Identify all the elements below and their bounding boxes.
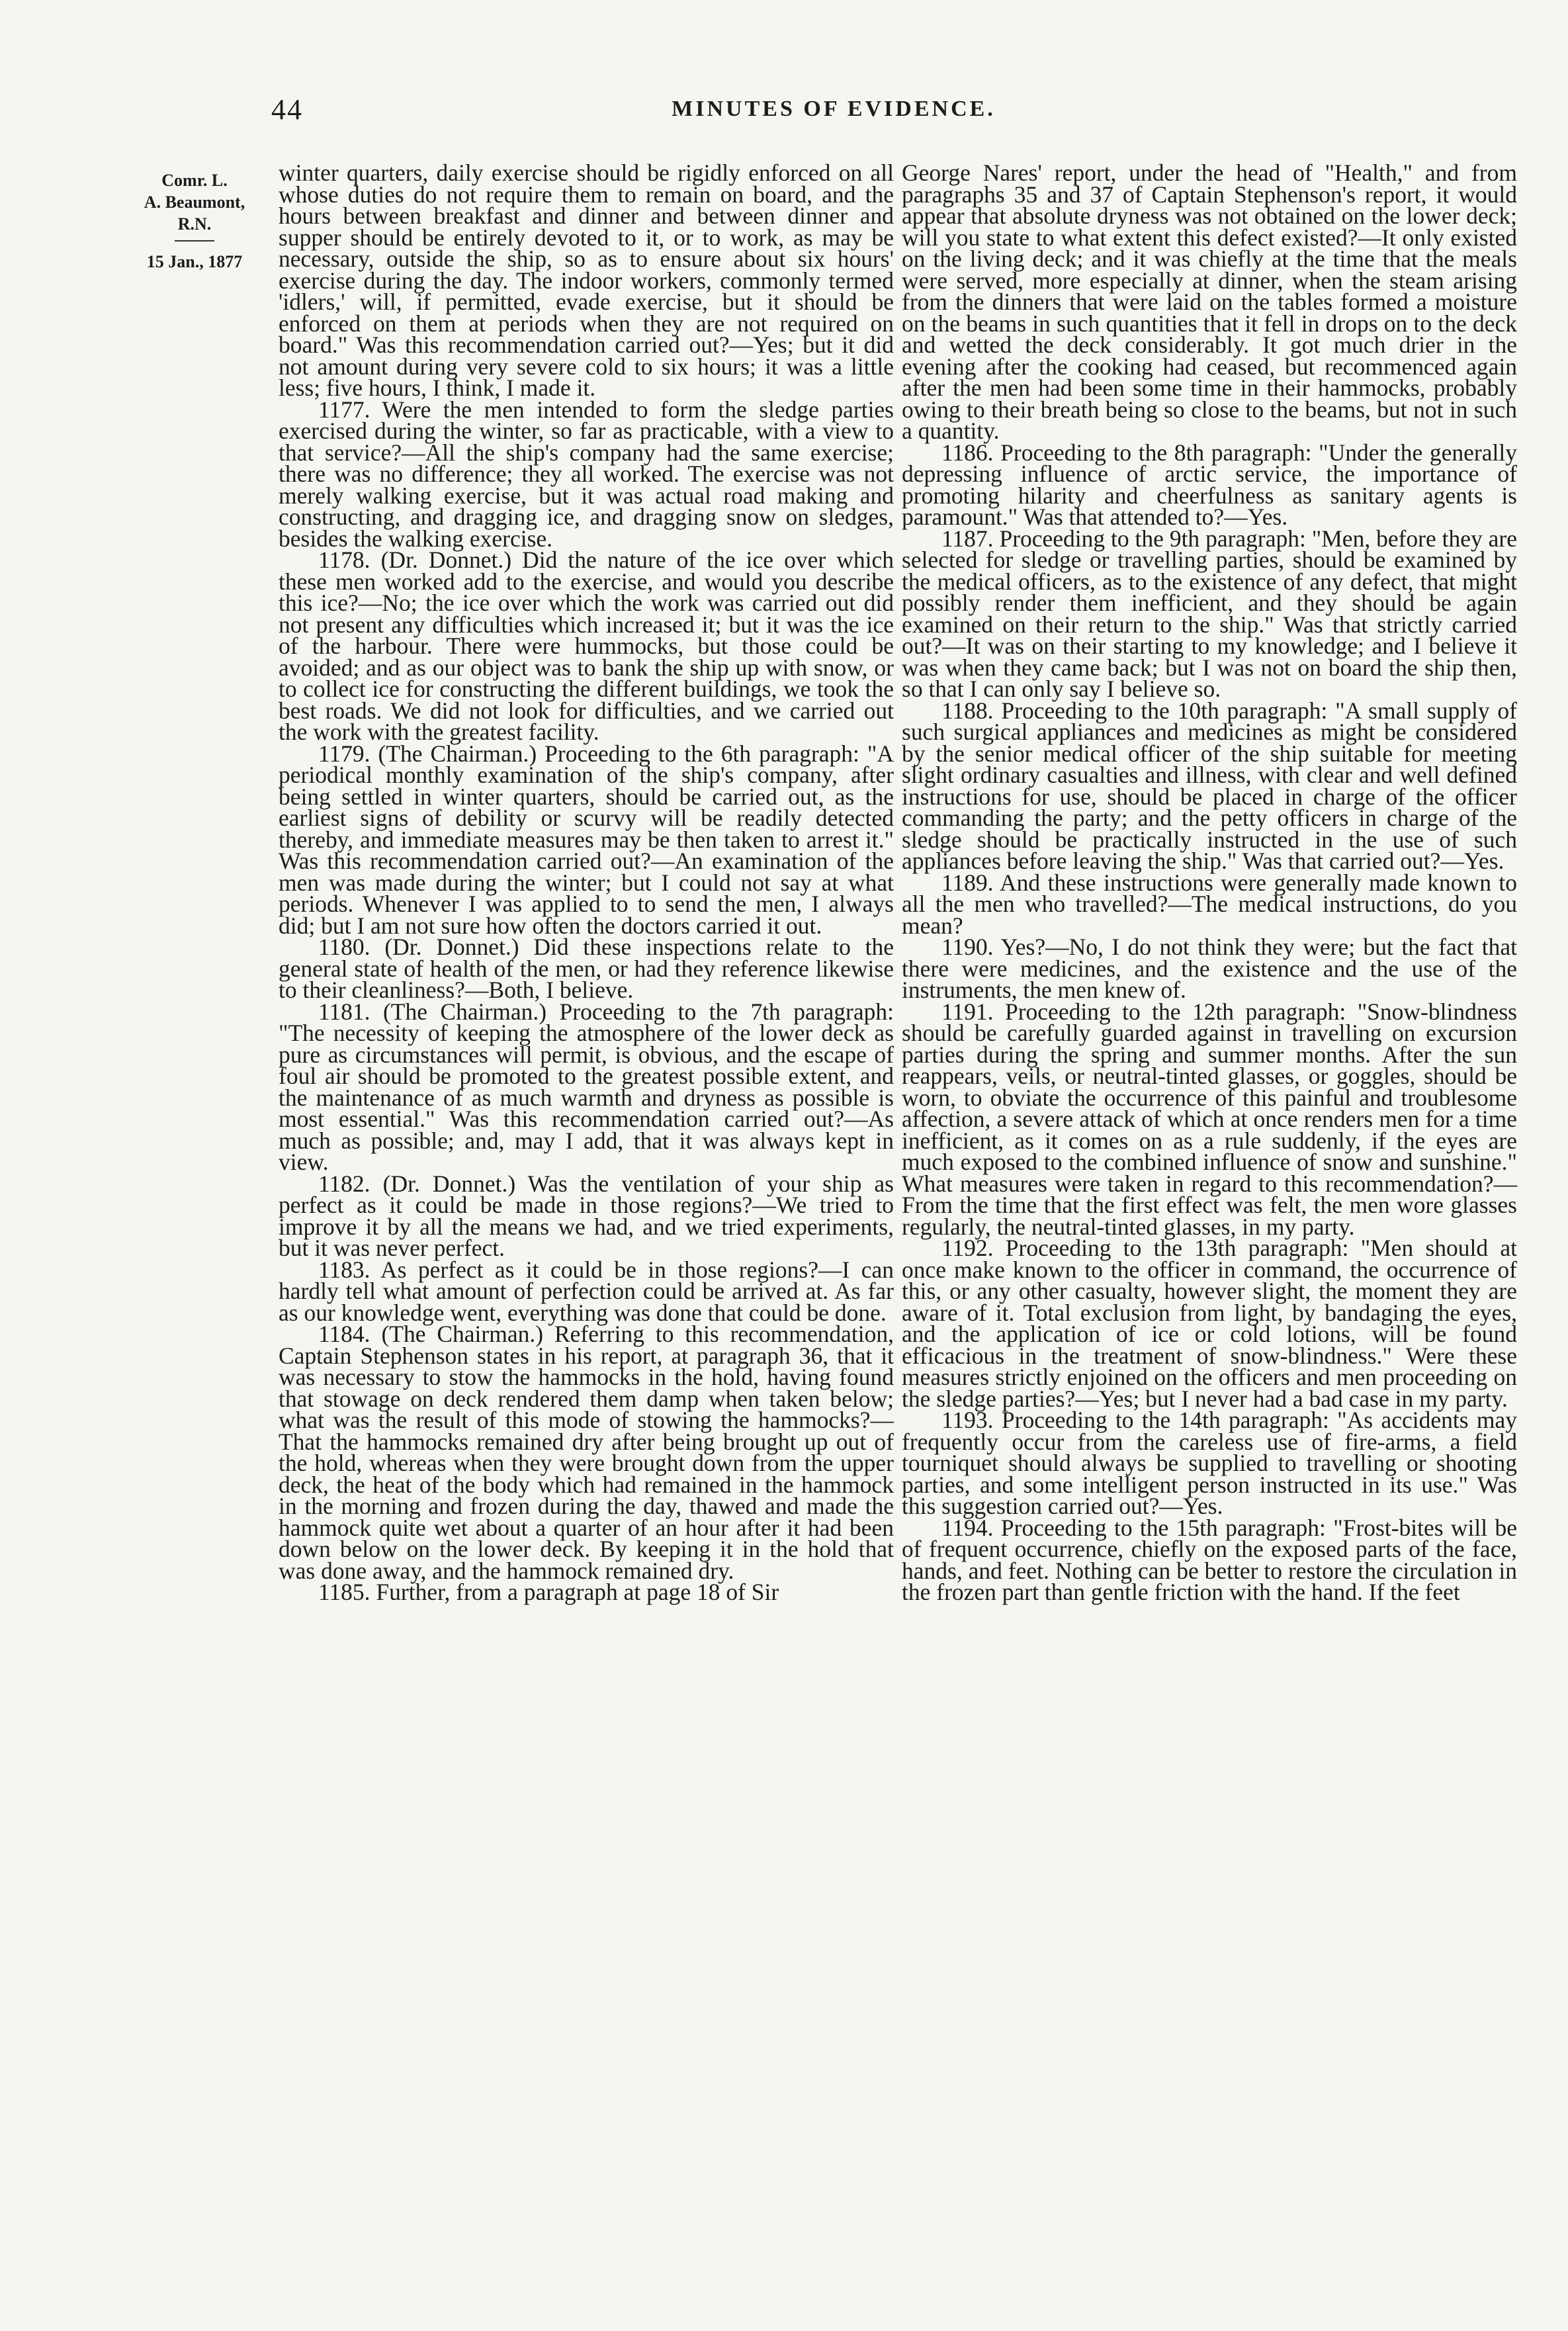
paragraph: 1179. (The Chairman.) Proceeding to the 6th paragraph: "A periodical monthly examination of the ship's company, after being settled in winter quarters, should be carried out, as the earliest signs of debility or scurvy will be readily detected thereby, and immediate measures may be then taken to arrest it." Was this recommendation carried out?—An examination of the men was made during the winter; but I could not say at what periods. Whenever I was applied to to send the men, I always did; but I am not sure how often the doctors carried it out. [279,740,894,939]
paragraph: 1177. Were the men intended to form the sledge parties exercised during the winter, so far as practicable, with a view to that service?—All the ship's company had the same exercise; there was no difference; they all worked. The exercise was not merely walking exercise, but it was actual road making and constructing, and dragging ice, and dragging snow on sledges, besides the walking exercise. [279,396,894,552]
running-head [0,97,1568,122]
paragraph: 1190. Yes?—No, I do not think they were; but the fact that there were medicines, and the existence and the use of the instruments, the men knew of. [902,934,1517,1003]
running-head-title: MINUTES OF EVIDENCE. [672,97,996,121]
paragraph: 1186. Proceeding to the 8th paragraph: "Under the generally depressing influence of arctic service, the importance of promoting hilarity and cheerfulness as sanitary agents is paramount." Was that attended to?—Yes. [902,439,1517,530]
page-number: 44 [271,93,303,126]
paragraph: 1184. (The Chairman.) Referring to this recommendation, Captain Stephenson states in his report, at paragraph 36, that it was necessary to stow the hammocks in the hold, having found that stowage on deck rendered them damp when taken below; what was the result of this mode of stowing the hammocks?—That the hammocks remained dry after being brought up out of the hold, whereas when they were brought down from the upper deck, the heat of the body which had remained in the hammock in the morning and frozen during the day, thawed and made the hammock quite wet about a quarter of an hour after it had been down below on the lower deck. By keeping it in the hold that was done away, and the hammock remained dry. [279,1321,894,1584]
left-column [279,159,894,1605]
paragraph: 1194. Proceeding to the 15th paragraph: "Frost-bites will be of frequent occurrence, chiefly on the exposed parts of the face, hands, and feet. Nothing can be better to restore the circulation in the frozen part than gentle friction with the hand. If the feet [902,1514,1517,1605]
paragraph: 1192. Proceeding to the 13th paragraph: "Men should at once make known to the officer in command, the occurrence of this, or any other casualty, however slight, the moment they are aware of it. Total exclusion from light, by bandaging the eyes, and the application of ice or cold lotions, will be found efficacious in the treatment of snow-blindness." Were these measures strictly enjoined on the officers and men proceeding on the sledge parties?—Yes; but I never had a bad case in my party. [902,1235,1517,1412]
right-column [902,159,1517,1605]
paragraph: 1189. And these instructions were generally made known to all the men who travelled?—The medical instructions, do you mean? [902,869,1517,939]
paragraph: 1182. (Dr. Donnet.) Was the ventilation of your ship as perfect as it could be made in those regions?—We tried to improve it by all the means we had, and we tried experiments, but it was never perfect. [279,1170,894,1261]
witness-name-line-1: Comr. L. [161,171,228,190]
paragraph: 1187. Proceeding to the 9th paragraph: "Men, before they are selected for sledge or travelling parties, should be examined by the medical officers, as to the existence of any defect, that might possibly render them inefficient, and they should be again examined on their return to the ship." Was that strictly carried out?—It was on their starting to my knowledge; and I believe it was when they came back; but I was not on board the ship then, so that I can only say I believe so. [902,525,1517,702]
sidenote-divider [175,240,214,242]
paragraph: 1188. Proceeding to the 10th paragraph: "A small supply of such surgical appliances and medicines as might be considered by the senior medical officer of the ship suitable for meeting slight ordinary casualties and illness, with clear and well defined instructions for use, should be placed in charge of the officer commanding the party; and the petty officers in charge of the sledge should be practically instructed in the use of such appliances before leaving the ship." Was that carried out?—Yes. [902,697,1517,874]
witness-sidenote [120,169,269,273]
evidence-date: 15 Jan., 1877 [146,252,243,271]
paragraph: 1193. Proceeding to the 14th paragraph: "As accidents may frequently occur from the careless use of fire-arms, a field tourniquet should always be supplied to travelling or shooting parties, and some intelligent person instructed in its use." Was this suggestion carried out?—Yes. [902,1407,1517,1519]
paragraph: 1178. (Dr. Donnet.) Did the nature of the ice over which these men worked add to the exercise, and would you describe this ice?—No; the ice over which the work was carried out did not present any difficulties which increased it; but it was the ice of the harbour. There were hummocks, but those could be avoided; and as our object was to bank the ship up with snow, or to collect ice for constructing the different buildings, we took the best roads. We did not look for difficulties, and we carried out the work with the greatest facility. [279,547,894,745]
paragraph: 1181. (The Chairman.) Proceeding to the 7th paragraph: "The necessity of keeping the atmosphere of the lower deck as pure as circumstances will permit, is obvious, and the escape of foul air should be promoted to the greatest possible extent, and the maintenance of as much warmth and dryness as possible is most essential." Was this recommendation carried out?—As much as possible; and, may I add, that it was always kept in view. [279,998,894,1175]
paragraph: 1180. (Dr. Donnet.) Did these inspections relate to the general state of health of the men, or had they reference likewise to their cleanliness?—Both, I believe. [279,934,894,1003]
witness-name-line-2: A. Beaumont, [144,193,245,212]
paragraph: George Nares' report, under the head of "Health," and from paragraphs 35 and 37 of Captain Stephenson's report, it would appear that absolute dryness was not obtained on the lower deck; will you state to what extent this defect existed?—It only existed on the living deck; and it was chiefly at the time that the meals were served, more especially at dinner, when the steam arising from the dinners that were laid on the tables formed a moisture on the beams in such quantities that it fell in drops on to the deck and wetted the deck considerably. It got much drier in the evening after the cooking had ceased, but recommenced again after the men had been some time in their hammocks, probably owing to their breath being so close to the beams, but not in such a quantity. [902,159,1517,444]
paragraph: 1191. Proceeding to the 12th paragraph: "Snow-blindness should be carefully guarded against in travelling on excursion parties during the spring and summer months. After the sun reappears, veils, or neutral-tinted glasses, or goggles, should be worn, to obviate the occurrence of this painful and troublesome affection, a severe attack of which at once renders men for a time inefficient, as it comes on as a rule suddenly, if the eyes are much exposed to the combined influence of snow and sunshine." What measures were taken in regard to this recommendation?—From the time that the first effect was felt, the men wore glasses regularly, the neutral-tinted glasses, in my party. [902,998,1517,1240]
witness-name-line-3: R.N. [177,214,212,234]
paragraph: 1183. As perfect as it could be in those regions?—I can hardly tell what amount of perfection could be arrived at. As far as our knowledge went, everything was done that could be done. [279,1256,894,1326]
paragraph: winter quarters, daily exercise should be rigidly enforced on all whose duties do not require them to remain on board, and the hours between breakfast and dinner and between dinner and supper should be entirely devoted to it, or to work, as may be necessary, outside the ship, so as to ensure about six hours' exercise during the day. The indoor workers, commonly termed 'idlers,' will, if permitted, evade exercise, but it should be enforced on them at periods when they are not required on board." Was this recommendation carried out?—Yes; but it did not amount during very severe cold to six hours; it was a little less; five hours, I think, I made it. [279,159,894,401]
paragraph: 1185. Further, from a paragraph at page 18 of Sir [318,1579,779,1605]
